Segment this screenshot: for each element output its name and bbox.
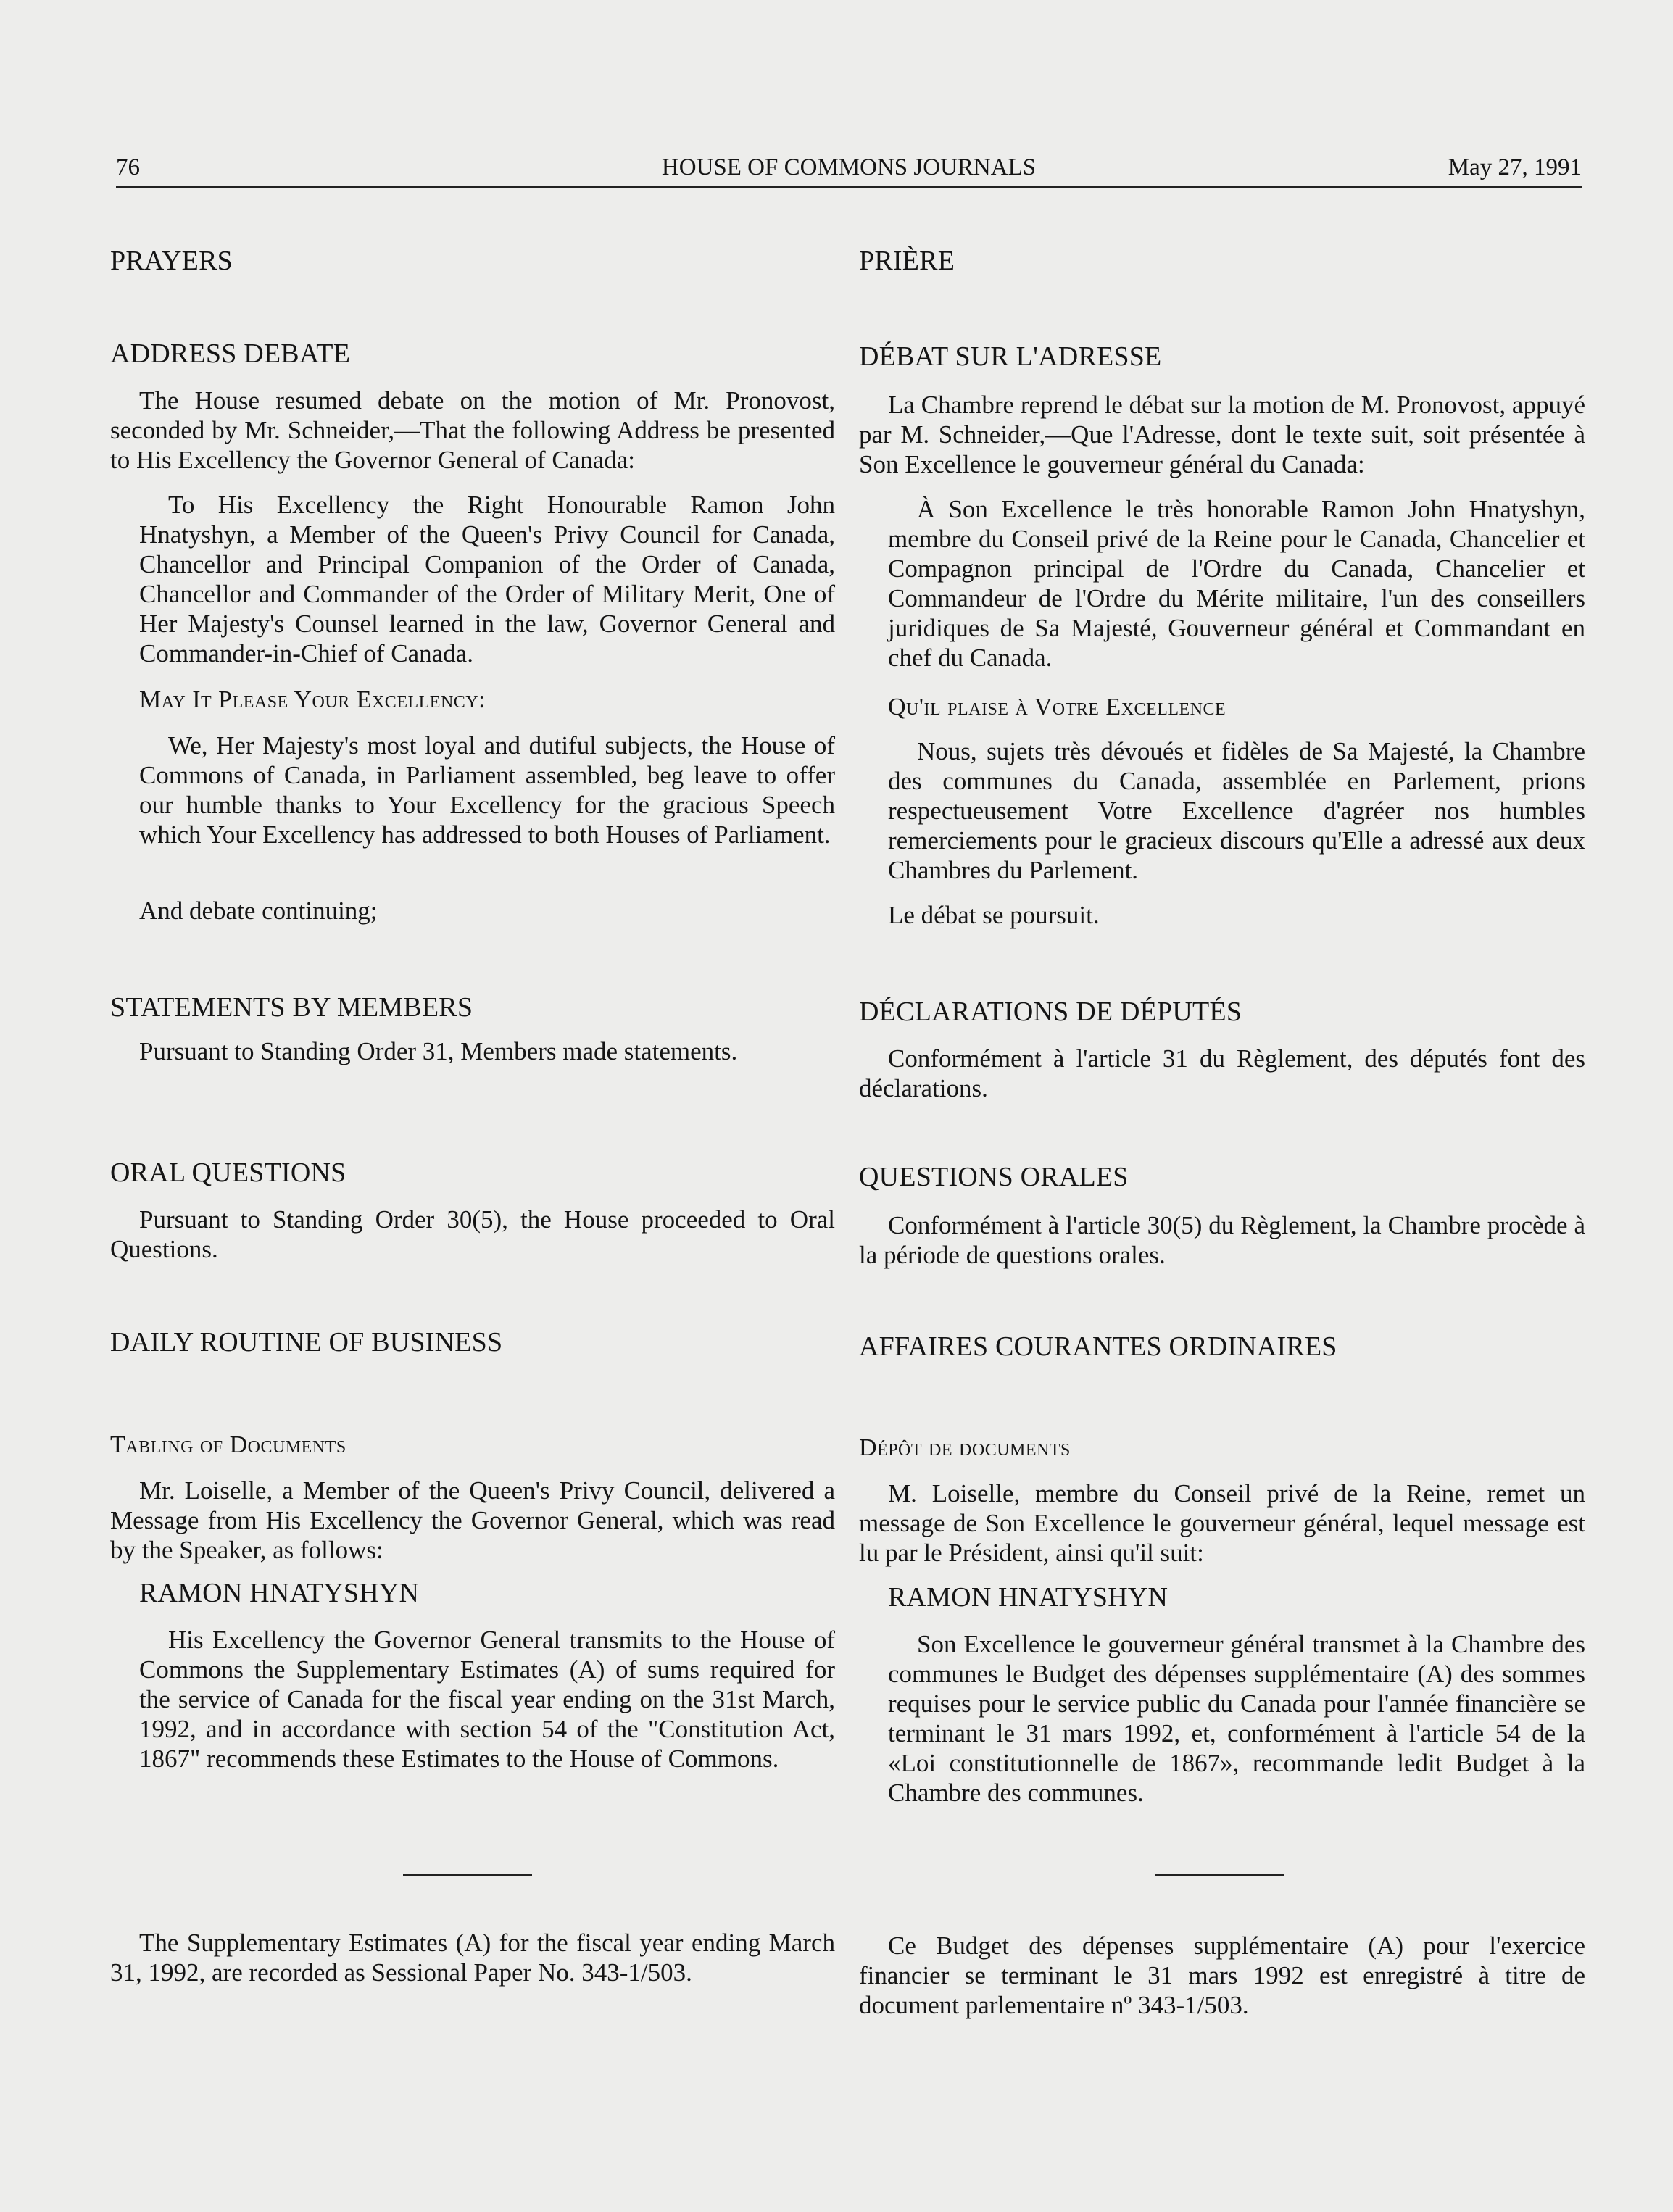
signature-fr: RAMON HNATYSHYN xyxy=(888,1582,1168,1613)
prayers-heading: PRAYERS xyxy=(110,246,233,276)
page-number: 76 xyxy=(116,154,140,180)
message-budget: Son Excellence le gouverneur général transmet à la Chambre des communes le Budget des dépenses supplémentaire (A) des sommes requises pour le service public du Canada pour l'année financière se terminant le 31 mars 1992, et, conformément à l'article 54 de la «Loi constitutionnelle de 1867», recommande ledit Budget à la Chambre des communes. xyxy=(888,1630,1585,1807)
sessional-paper-text: The Supplementary Estimates (A) for the fiscal year ending March 31, 1992, are recorded as Sessional Paper No. 343-1/503. xyxy=(110,1929,835,1987)
journal-date: May 27, 1991 xyxy=(1448,154,1582,180)
debat-se-poursuit: Le débat se poursuit. xyxy=(888,901,1100,929)
document-parlementaire-text: Ce Budget des dépenses supplémentaire (A) pour l'exercice financier se terminant le 31 mars 1992 est enregistré à titre de document parlementaire nº 343-1/503. xyxy=(859,1932,1585,2019)
divider-rule xyxy=(403,1874,532,1876)
adresse-corps: Nous, sujets très dévoués et fidèles de Sa Majesté, la Chambre des communes du Canada, assemblée en Parlement, prions respectueusement Votre Excellence d'agréer nos humbles remerciements pour le gracieux discours qu'Elle a adressé aux deux Chambres du Parlement. xyxy=(888,737,1585,884)
daily-routine-heading: DAILY ROUTINE OF BUSINESS xyxy=(110,1327,503,1357)
english-column xyxy=(110,217,835,2189)
address-debate-heading: ADDRESS DEBATE xyxy=(110,338,351,369)
debat-adresse-intro: La Chambre reprend le débat sur la motion de M. Pronovost, appuyé par M. Schneider,—Que l'Adresse, dont le texte suit, soit présentée à Son Excellence le gouverneur général du Canada: xyxy=(859,391,1585,478)
formule-salutation: Qu'il plaise à Votre Excellence xyxy=(888,694,1226,720)
debate-continuing: And debate continuing; xyxy=(139,897,378,925)
journal-title: HOUSE OF COMMONS JOURNALS xyxy=(661,154,1037,180)
debat-adresse-heading: DÉBAT SUR L'ADRESSE xyxy=(859,341,1162,372)
address-body: We, Her Majesty's most loyal and dutiful subjects, the House of Commons of Canada, in Parliament assembled, beg leave to offer our humble thanks to Your Excellency for the gracious Speech which Your Excellency has addressed to both Houses of Parliament. xyxy=(139,731,835,849)
address-to-text: To His Excellency the Right Honourable Ramon John Hnatyshyn, a Member of the Queen's Privy Council for Canada, Chancellor and Principal Companion of the Order of Canada, Chancellor and Commander of the Order of Military Merit, One of Her Majesty's Counsel learned in the law, Governor General and Commander-in-Chief of Canada. xyxy=(139,491,835,668)
tabling-subheading: Tabling of Documents xyxy=(110,1431,346,1458)
oral-questions-text: Pursuant to Standing Order 30(5), the House proceeded to Oral Questions. xyxy=(110,1205,835,1263)
adresse-texte: À Son Excellence le très honorable Ramon John Hnatyshyn, membre du Conseil privé de la Reine pour le Canada, Chancelier et Compagnon principal de l'Ordre du Canada, Chancelier et Commandeur de l'Ordre du Mérite militaire, l'un des conseillers juridiques de Sa Majesté, Gouverneur général et Commandant en chef du Canada. xyxy=(888,495,1585,672)
statements-heading: STATEMENTS BY MEMBERS xyxy=(110,992,473,1023)
divider-rule-fr xyxy=(1155,1874,1284,1876)
questions-orales-heading: QUESTIONS ORALES xyxy=(859,1162,1129,1192)
tabling-text: Mr. Loiselle, a Member of the Queen's Privy Council, delivered a Message from His Excellency the Governor General, which was read by the Speaker, as follows: xyxy=(110,1476,835,1564)
declarations-text: Conformément à l'article 31 du Règlement, des députés font des déclarations. xyxy=(859,1044,1585,1102)
estimates-message: His Excellency the Governor General transmits to the House of Commons the Supplementary Estimates (A) of sums required for the service of Canada for the fiscal year ending on the 31st March, 1992, and in accordance with section 54 of the "Constitution Act, 1867" recommends these Estimates to the House of Commons. xyxy=(139,1626,835,1773)
priere-heading: PRIÈRE xyxy=(859,246,955,276)
statements-text: Pursuant to Standing Order 31, Members made statements. xyxy=(139,1037,738,1065)
affaires-courantes-heading: AFFAIRES COURANTES ORDINAIRES xyxy=(859,1331,1337,1362)
declarations-heading: DÉCLARATIONS DE DÉPUTÉS xyxy=(859,997,1242,1027)
signature: RAMON HNATYSHYN xyxy=(139,1578,420,1608)
address-debate-intro: The House resumed debate on the motion of Mr. Pronovost, seconded by Mr. Schneider,—That the following Address be presented to His Excellency the Governor General of Canada: xyxy=(110,386,835,474)
depot-subheading: Dépôt de documents xyxy=(859,1434,1071,1461)
french-column xyxy=(859,217,1585,2189)
depot-text: M. Loiselle, membre du Conseil privé de la Reine, remet un message de Son Excellence le gouverneur général, lequel message est lu par le Président, ainsi qu'il suit: xyxy=(859,1479,1585,1567)
page-header xyxy=(116,148,1582,188)
questions-orales-text: Conformément à l'article 30(5) du Règlement, la Chambre procède à la période de questions orales. xyxy=(859,1211,1585,1269)
oral-questions-heading: ORAL QUESTIONS xyxy=(110,1157,346,1188)
salutation: May It Please Your Excellency: xyxy=(139,686,486,713)
